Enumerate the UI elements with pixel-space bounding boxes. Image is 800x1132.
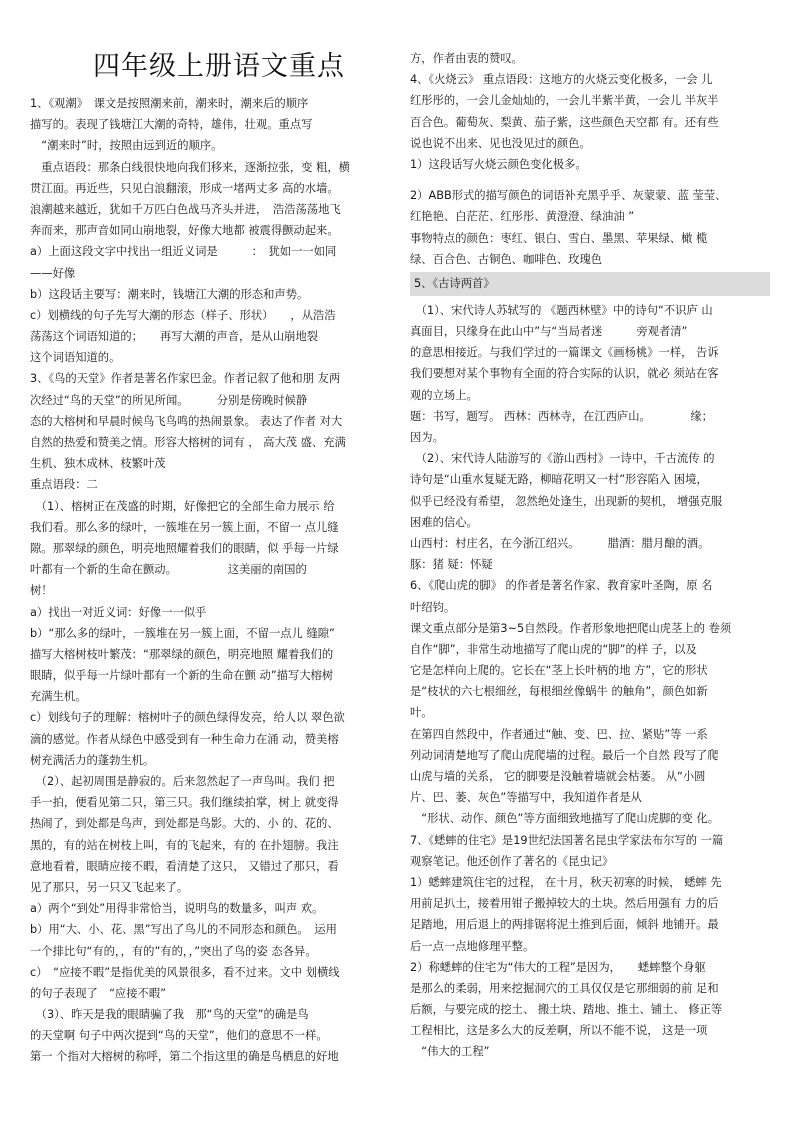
text-line: 重点语段：那条白线很快地向我们移来，逐渐拉张，变 粗，横 bbox=[30, 160, 350, 174]
text-line: 工程相比，这是多么大的反差啊，所以不能不说， 这是一项 bbox=[410, 1024, 708, 1038]
text-line: 1）蟋蟀建筑住宅的过程， 在十月，秋天初寒的时候， 蟋蟀 先 bbox=[410, 875, 722, 889]
text-line: 浪潮越来越近，犹如千万匹白色战马齐头并进， 浩浩荡荡地飞 bbox=[30, 202, 341, 216]
text-line: 眼睛，似乎每一片绿叶都有一个新的生命在颤 动”描写大榕树 bbox=[30, 669, 334, 683]
text-line: 自作“脚”，非常生动地描写了爬山虎的“脚”的样 子，以及 bbox=[410, 642, 697, 656]
text-line: 贯江面。再近些，只见白浪翻滚，形成一堵两丈多 高的水墙。 bbox=[30, 181, 339, 195]
text-line: 百合色。葡萄灰、梨黄、茄子紫，这些颜色天空都 有。还有些 bbox=[410, 115, 719, 129]
text-line: 奔而来，那声音如同山崩地裂，好像大地都 被震得颤动起来。 bbox=[30, 224, 339, 238]
text-line: 用前足扒土，接着用钳子搬掉较大的土块。然后用强有 力的后 bbox=[410, 897, 719, 911]
text-line: 我们看。那么多的绿叶，一簇堆在另一簇上面，不留一 点儿缝 bbox=[30, 520, 339, 534]
text-line: 山虎与墙的关系， 它的脚要是没触着墙就会枯萎。 从“小圆 bbox=[410, 770, 706, 783]
text-line: 事物特点的颜色：枣红、银白、雪白、墨黑、苹果绿、橄 榄 bbox=[410, 231, 708, 245]
text-line: 第一 个指对大榕树的称呼，第二个指这里的确是鸟栖息的好地 bbox=[30, 1050, 339, 1064]
text-line: 诗句是“山重水复疑无路，柳暗花明又一村”形容陷入 困境， bbox=[410, 473, 708, 487]
text-line: 似乎已经没有希望， 忽然绝处逢生，出现新的契机， 增强克服 bbox=[410, 494, 723, 508]
text-line: a）找出一对近义词：好像一一似乎 bbox=[30, 605, 207, 619]
text-line: 滴的感觉。作者从绿色中感受到有一种生命力在涌 动，赞美榕 bbox=[30, 732, 339, 746]
section-heading-gushi: 5、《古诗两首》 bbox=[410, 272, 770, 296]
text-line: 片、巴、萎、灰色”等描写中，我知道作者是从 bbox=[410, 791, 642, 805]
text-line: 豚：猪 疑：怀疑 bbox=[410, 558, 493, 572]
text-line: 2）称蟋蟀的住宅为“伟大的工程”是因为， 蟋蟀整个身躯 bbox=[410, 960, 706, 974]
text-line: 叶。 bbox=[410, 706, 433, 720]
text-line: 自然的热爱和赞美之情。形容大榕树的词有 ， 高大茂 盛、充满 bbox=[30, 436, 346, 449]
text-line: “形状、动作、颜色”等方面细致地描写了爬山虎脚的变 化。 bbox=[410, 812, 720, 826]
text-line: 后额，与要完成的挖土、 搬土块、踏地、推土、铺土、 修正等 bbox=[410, 1003, 723, 1017]
text-line: 意地看着，眼睛应接不暇，看清楚了这只， 又错过了那只，看 bbox=[30, 859, 339, 873]
text-line: 方，作者由衷的赞叹。 bbox=[410, 52, 523, 65]
right-block-abb-words bbox=[410, 185, 770, 270]
text-line: a）上面这段文字中找出一组近义词是 ： 犹如一一如同 bbox=[30, 245, 337, 259]
text-line: 红彤彤的，一会儿金灿灿的，一会儿半紫半黄，一会儿 半灰半 bbox=[410, 94, 719, 108]
left-column bbox=[30, 40, 390, 1068]
text-line: 态的大榕树和早晨时候鸟飞鸟鸣的热闹景象。 表达了作者 对大 bbox=[30, 414, 343, 428]
text-line: 的句子表现了 “应接不暇” bbox=[30, 986, 166, 1000]
text-line: 我们要想对某个事物有全面的符合实际的认识，就必 须站在客 bbox=[410, 367, 719, 381]
text-line: c） “应接不暇”是指优美的风景很多，看不过来。文中 划横线 bbox=[30, 965, 340, 979]
text-line: （1）、宋代诗人苏轼写的 《题西林壁》中的诗句“不识庐 山 bbox=[410, 303, 713, 317]
text-line: 手一拍，便看见第二只，第三只。我们继续拍掌，树上 就变得 bbox=[30, 796, 339, 810]
text-line: 6、《爬山虎的脚》 的作者是著名作家、教育家叶圣陶，原 名 bbox=[410, 579, 713, 593]
text-line: 荡荡这个词语知道的； 再写大潮的声音，是从山崩地裂 bbox=[30, 330, 319, 344]
text-line: 叶绍钧。 bbox=[410, 600, 456, 614]
text-line: 1）这段话写火烧云颜色变化极多。 bbox=[410, 157, 587, 171]
text-line: 的天堂啊 句子中两次提到“鸟的天堂”，他们的意思不一样。 bbox=[30, 1029, 328, 1043]
text-line: （2）、宋代诗人陆游写的《游山西村》一诗中，千古流传 的 bbox=[410, 452, 715, 466]
text-line: 描写大榕树枝叶繁茂：“那翠绿的颜色，明亮地照 耀着我们的 bbox=[30, 647, 334, 661]
text-line: “潮来时”时，按照由远到近的顺序。 bbox=[30, 139, 223, 153]
text-line: 因为。 bbox=[410, 431, 444, 444]
right-column bbox=[410, 48, 770, 1063]
text-line: 红艳艳、白茫茫、红彤彤、黄澄澄、绿油油 ” bbox=[410, 210, 635, 224]
right-block-poems-and-texts bbox=[410, 300, 770, 1063]
text-line: b）“那么多的绿叶，一簇堆在另一簇上面，不留一点儿 缝隙” bbox=[30, 626, 335, 640]
text-line: 2）ABB形式的描写颜色的词语补充黑乎乎、灰蒙蒙、蓝 莹莹、 bbox=[410, 189, 727, 203]
text-line: 树！ bbox=[30, 584, 53, 598]
text-line: 后一点一点地修理平整。 bbox=[410, 939, 535, 953]
text-line: （1）、榕树正在茂盛的时期，好像把它的全部生命力展示 给 bbox=[30, 499, 335, 513]
text-line: 3、《鸟的天堂》作者是著名作家巴金。作者记叙了他和朋 友两 bbox=[30, 372, 341, 386]
text-line: 在第四自然段中，作者通过“触、变、巴、拉、紧贴”等 一系 bbox=[410, 727, 708, 741]
page-title: 四年级上册语文重点 bbox=[93, 51, 345, 82]
paragraph-gap bbox=[410, 175, 770, 185]
text-line: 树充满活力的蓬勃生机。 bbox=[30, 753, 155, 767]
right-block-huoshaoyun bbox=[410, 48, 770, 175]
text-line: 一个排比句“有的，，有的”有的，，”突出了鸟的姿 态各异。 bbox=[30, 944, 317, 958]
text-line: 课文重点部分是第3~5自然段。作者形象地把爬山虎茎上的 卷须 bbox=[410, 621, 732, 635]
text-line: 题：书写，题写。 西林：西林寺，在江西庐山。 缘； bbox=[410, 409, 713, 423]
text-line: b）这段话主要写：潮来时，钱塘江大潮的形态和声势。 bbox=[30, 287, 309, 301]
text-line: 观察笔记。他还创作了著名的《昆虫记》 bbox=[410, 854, 614, 868]
text-line: 黑的，有的站在树枝上叫，有的飞起来，有的 在扑翅膀。我注 bbox=[30, 838, 339, 852]
text-line: 这个词语知道的。 bbox=[30, 351, 121, 365]
text-line: 生机、独木成林、枝繁叶茂 bbox=[30, 457, 166, 471]
text-line: 观的立场上。 bbox=[410, 388, 478, 402]
text-line: 列动词清楚地写了爬山虎爬墙的过程。最后一个自然 段写了爬 bbox=[410, 748, 719, 762]
text-line: 1、《观潮》 课文是按照潮来前，潮来时，潮来后的顺序 bbox=[30, 97, 309, 110]
text-line: “伟大的工程” bbox=[410, 1045, 490, 1059]
text-line: 见了那只，另一只又飞起来了。 bbox=[30, 880, 189, 894]
text-line: 足踏地，用后退上的两排锯将泥土推到后面，倾斜 地铺开。最 bbox=[410, 918, 719, 932]
text-line: ——好像 bbox=[30, 266, 76, 280]
text-line: 困难的信心。 bbox=[410, 515, 478, 529]
text-line: 真面目，只缘身在此山中”与“当局者迷 旁观者清” bbox=[410, 325, 688, 339]
text-line: 它是怎样向上爬的。它长在“茎上长叶柄的地 方”，它的形状 bbox=[410, 664, 708, 678]
text-line: 绿、百合色、古铜色、咖啡色、玫瑰色 bbox=[410, 252, 603, 266]
text-line: 是那么的柔弱，用来挖掘洞穴的工具仅仅是它那细弱的前 足和 bbox=[410, 981, 719, 995]
text-line: 的意思相接近。与我们学过的一篇课文《画杨桃》一样， 告诉 bbox=[410, 346, 719, 360]
text-line: c）划线句子的理解：榕树叶子的颜色绿得发亮，给人以 翠色欲 bbox=[30, 711, 345, 725]
text-line: c）划横线的句子先写大潮的形态（样子、形状） ，从浩浩 bbox=[30, 308, 336, 322]
text-line: 4、《火烧云》 重点语段：这地方的火烧云变化极多，一会 儿 bbox=[410, 73, 713, 87]
text-line: 次经过“鸟的天堂”的所见所闻。 分别是傍晚时候静 bbox=[30, 393, 308, 407]
text-line: a）两个“到处”用得非常恰当，说明鸟的数量多，叫声 欢。 bbox=[30, 902, 324, 916]
text-line: 7、《蟋蟀的住宅》是19世纪法国著名昆虫学家法布尔写的 一篇 bbox=[410, 833, 724, 847]
text-line: 说也说不出来、见也没见过的颜色。 bbox=[410, 136, 591, 150]
text-line: 叶都有一个新的生命在颤动。 这美丽的南国的 bbox=[30, 563, 307, 577]
text-line: 隙。那翠绿的颜色，明亮地照耀着我们的眼睛，似 乎每一片绿 bbox=[30, 541, 339, 555]
text-line: （2）、起初周围是静寂的。后来忽然起了一声鸟叫。我们 把 bbox=[30, 775, 335, 788]
text-line: b）用“大、小、花、黑”写出了鸟儿的不同形态和颜色。 运用 bbox=[30, 923, 337, 937]
text-line: 是“枝状的六七根细丝，每根细丝像蜗牛 的触角”，颜色如新 bbox=[410, 685, 708, 699]
text-line: 充满生机。 bbox=[30, 690, 87, 704]
text-line: 描写的。表现了钱塘江大潮的奇特，雄伟，壮观。重点写 bbox=[30, 118, 313, 132]
text-line: （3）、昨天是我的眼睛骗了我 那“鸟的天堂”的确是鸟 bbox=[30, 1008, 309, 1022]
text-line: 重点语段：二 bbox=[30, 478, 98, 492]
text-line: 热闹了，到处都是鸟声，到处都是鸟影。大的、小 的、花的、 bbox=[30, 817, 339, 831]
text-line: 山西村：村庄名，在今浙江绍兴。 腊酒：腊月酿的酒。 bbox=[410, 536, 710, 550]
